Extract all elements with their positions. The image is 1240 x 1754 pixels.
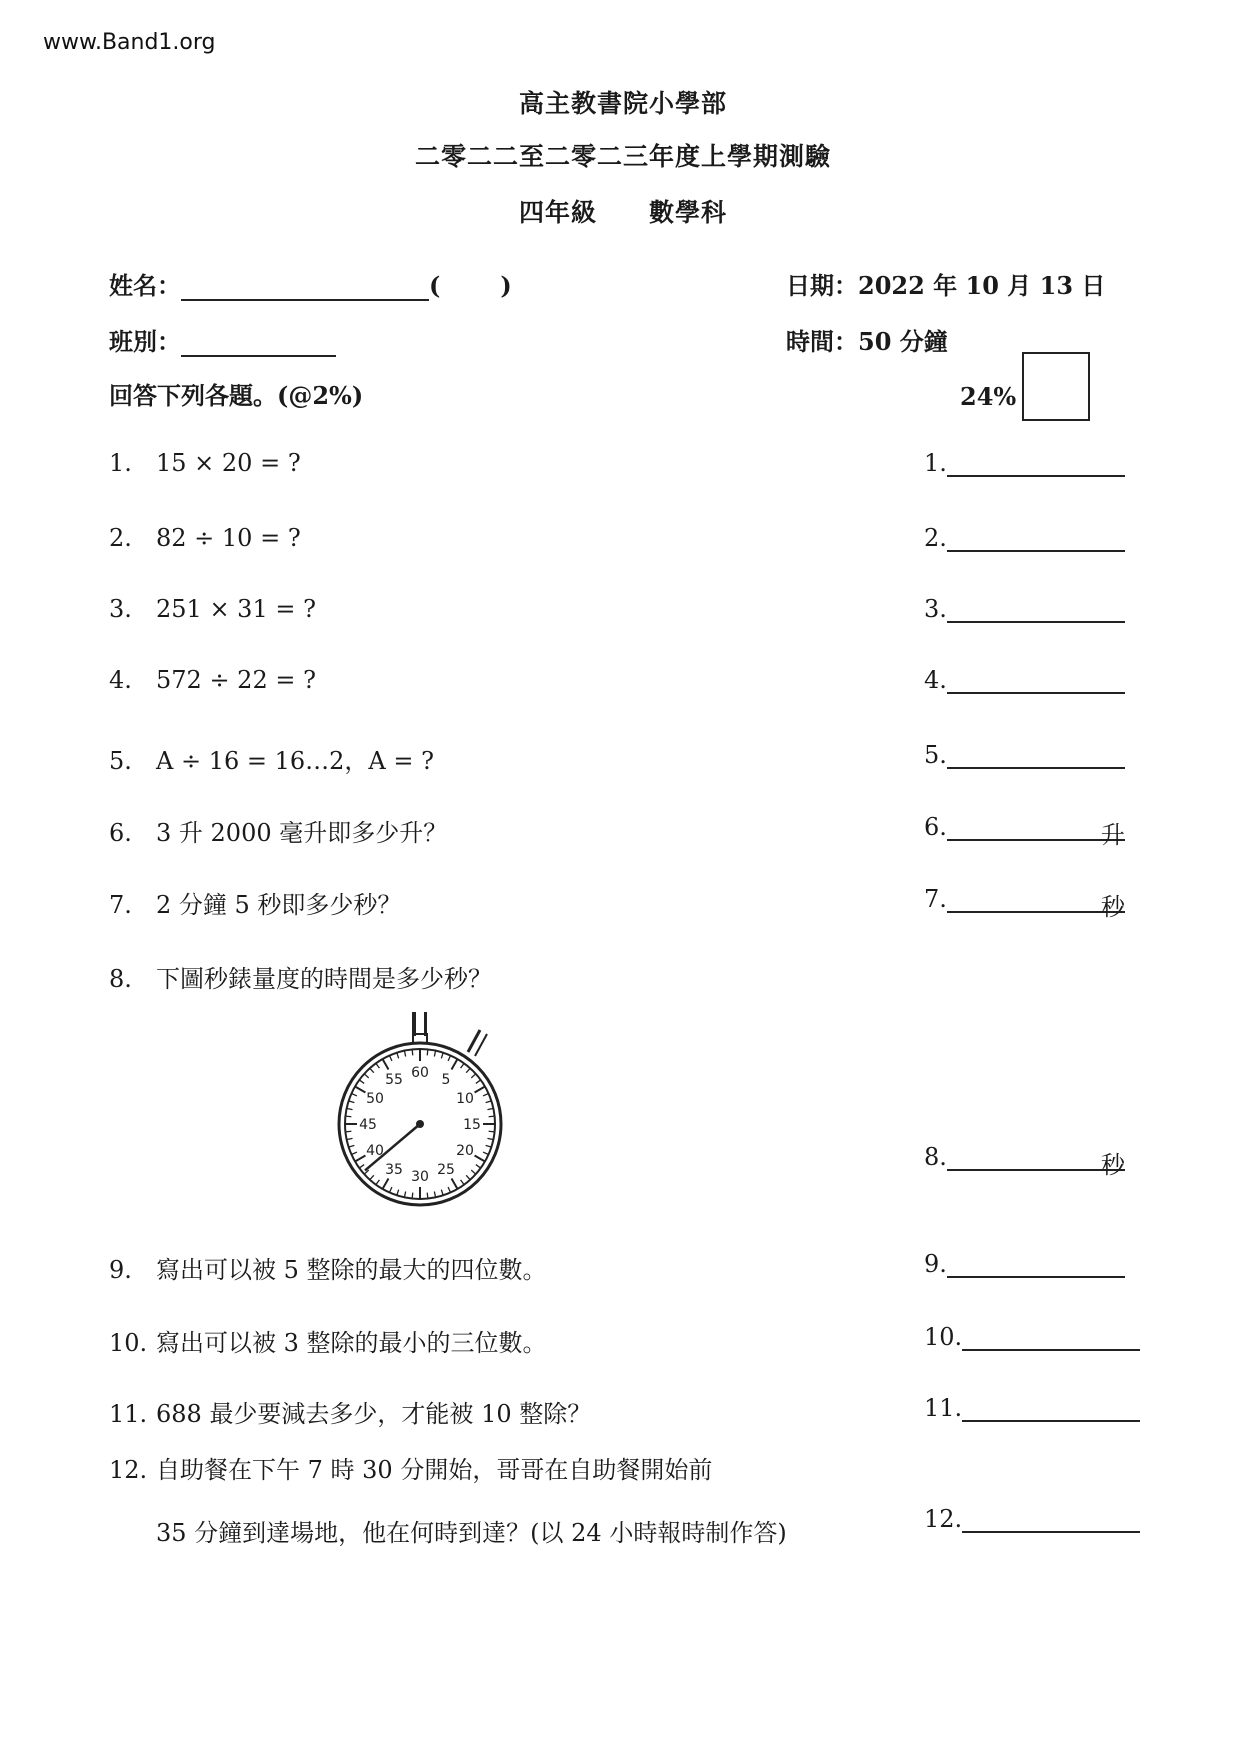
answer-field[interactable] <box>962 1325 1140 1351</box>
exam-title: 二零二二至二零二三年度上學期測驗 <box>414 142 831 171</box>
question-text: 下圖秒錶量度的時間是多少秒？ <box>156 965 492 993</box>
question-text: 688 最少要減去多少，才能被 10 整除？ <box>156 1400 592 1428</box>
question-number: 8. <box>109 965 132 993</box>
question-number: 3. <box>109 595 132 623</box>
class-number-paren-open: ( <box>429 271 441 300</box>
dial-label: 25 <box>437 1162 455 1179</box>
question-text: 82 ÷ 10 = ? <box>156 524 301 552</box>
question-9 <box>109 1250 547 1285</box>
answer-10 <box>924 1323 1140 1351</box>
answer-5 <box>924 741 1125 769</box>
answer-label: 10. <box>924 1323 963 1351</box>
answer-label: 2. <box>924 524 947 552</box>
question-text: 自助餐在下午 7 時 30 分開始，哥哥在自助餐開始前 <box>156 1456 713 1484</box>
answer-field[interactable] <box>947 1145 1125 1179</box>
answer-field[interactable] <box>947 597 1125 623</box>
dial-label: 60 <box>411 1065 429 1081</box>
subject-title: 四年級 數學科 <box>518 198 727 227</box>
question-number: 10. <box>109 1329 148 1357</box>
answer-8 <box>924 1143 1125 1179</box>
crown-stem-icon <box>424 1012 427 1036</box>
answer-2 <box>924 524 1125 552</box>
tick-mark <box>345 1131 351 1132</box>
tick-mark <box>412 1049 413 1055</box>
answer-label: 8. <box>924 1143 947 1171</box>
dial-label: 30 <box>411 1169 429 1185</box>
school-name: 高主教書院小學部 <box>518 89 727 118</box>
answer-3 <box>924 595 1125 623</box>
answer-field[interactable] <box>962 1507 1140 1533</box>
question-text: 572 ÷ 22 = ? <box>156 666 316 694</box>
question-7 <box>109 885 401 920</box>
tick-mark <box>427 1193 428 1199</box>
answer-label: 3. <box>924 595 947 623</box>
stopwatch-diagram <box>320 1000 520 1220</box>
exam-date: 日期：2022 年 10 月 13 日 <box>786 271 1106 300</box>
question-8 <box>109 959 492 994</box>
class-field[interactable] <box>181 329 336 357</box>
answer-field[interactable] <box>947 887 1125 921</box>
answer-1 <box>924 449 1125 477</box>
class-label: 班別： <box>109 327 181 356</box>
name-label: 姓名： <box>109 271 181 300</box>
question-number: 2. <box>109 524 132 552</box>
tick-mark <box>489 1131 495 1132</box>
question-12 <box>109 1450 787 1548</box>
question-3 <box>109 595 316 623</box>
answer-label: 11. <box>924 1394 963 1422</box>
question-11 <box>109 1394 591 1429</box>
answer-label: 7. <box>924 885 947 913</box>
answer-unit: 升 <box>1100 821 1125 849</box>
answer-field[interactable] <box>947 451 1125 477</box>
question-number: 6. <box>109 819 132 847</box>
crown-stem-icon <box>412 1012 416 1036</box>
dial-label: 40 <box>366 1143 384 1159</box>
answer-9 <box>924 1250 1125 1278</box>
question-4 <box>109 666 316 694</box>
answer-12 <box>924 1505 1140 1533</box>
tick-mark <box>427 1049 428 1055</box>
answer-unit: 秒 <box>1100 893 1125 921</box>
name-row <box>109 266 512 301</box>
answer-label: 9. <box>924 1250 947 1278</box>
answer-field[interactable] <box>947 743 1125 769</box>
question-number: 11. <box>109 1400 148 1428</box>
answer-label: 1. <box>924 449 947 477</box>
dial-label: 20 <box>456 1143 474 1159</box>
watermark: www.Band1.org <box>43 30 216 55</box>
dial-label: 35 <box>385 1162 403 1179</box>
answer-field[interactable] <box>947 815 1125 849</box>
answer-7 <box>924 885 1125 921</box>
question-text-cont: 35 分鐘到達場地，他在何時到達？(以 24 小時報時制作答) <box>156 1519 787 1547</box>
question-2 <box>109 524 301 552</box>
question-number: 12. <box>109 1456 148 1484</box>
score-box[interactable] <box>1022 352 1090 421</box>
dial-label: 15 <box>463 1117 481 1133</box>
question-number: 7. <box>109 891 132 919</box>
answer-label: 5. <box>924 741 947 769</box>
question-number: 4. <box>109 666 132 694</box>
tick-mark <box>345 1116 351 1117</box>
score-weight: 24% <box>960 382 1017 411</box>
question-text: 251 × 31 = ? <box>156 595 316 623</box>
answer-field[interactable] <box>962 1396 1140 1422</box>
dial-label: 5 <box>441 1071 451 1088</box>
name-field[interactable] <box>181 273 429 301</box>
question-text: 寫出可以被 3 整除的最小的三位數。 <box>156 1329 547 1357</box>
answer-label: 6. <box>924 813 947 841</box>
tick-mark <box>412 1193 413 1199</box>
answer-11 <box>924 1394 1140 1422</box>
class-row <box>109 322 336 357</box>
answer-unit: 秒 <box>1100 1151 1125 1179</box>
answer-4 <box>924 666 1125 694</box>
question-5 <box>109 741 434 776</box>
question-text: 3 升 2000 毫升即多少升？ <box>156 819 448 847</box>
question-text: 寫出可以被 5 整除的最大的四位數。 <box>156 1256 547 1284</box>
question-text: 15 × 20 = ? <box>156 449 301 477</box>
dial-label: 10 <box>456 1091 474 1107</box>
answer-label: 4. <box>924 666 947 694</box>
question-text: 2 分鐘 5 秒即多少秒？ <box>156 891 402 919</box>
question-number: 1. <box>109 449 132 477</box>
answer-field[interactable] <box>947 1252 1125 1278</box>
question-text: A ÷ 16 = 16…2，A = ? <box>156 747 434 775</box>
answer-field[interactable] <box>947 668 1125 694</box>
question-10 <box>109 1323 547 1358</box>
hand-pivot <box>416 1120 424 1128</box>
question-6 <box>109 813 447 848</box>
question-number: 5. <box>109 747 132 775</box>
question-number: 9. <box>109 1256 132 1284</box>
instruction: 回答下列各題。(@2%) <box>109 381 364 410</box>
dial-label: 55 <box>385 1071 403 1088</box>
answer-6 <box>924 813 1125 849</box>
class-number-paren-close: ) <box>500 271 512 300</box>
dial-label: 50 <box>366 1091 384 1107</box>
dial-label: 45 <box>359 1117 377 1133</box>
tick-mark <box>489 1116 495 1117</box>
answer-field[interactable] <box>947 526 1125 552</box>
answer-label: 12. <box>924 1505 963 1533</box>
question-1 <box>109 449 301 477</box>
exam-duration: 時間：50 分鐘 <box>786 327 948 356</box>
